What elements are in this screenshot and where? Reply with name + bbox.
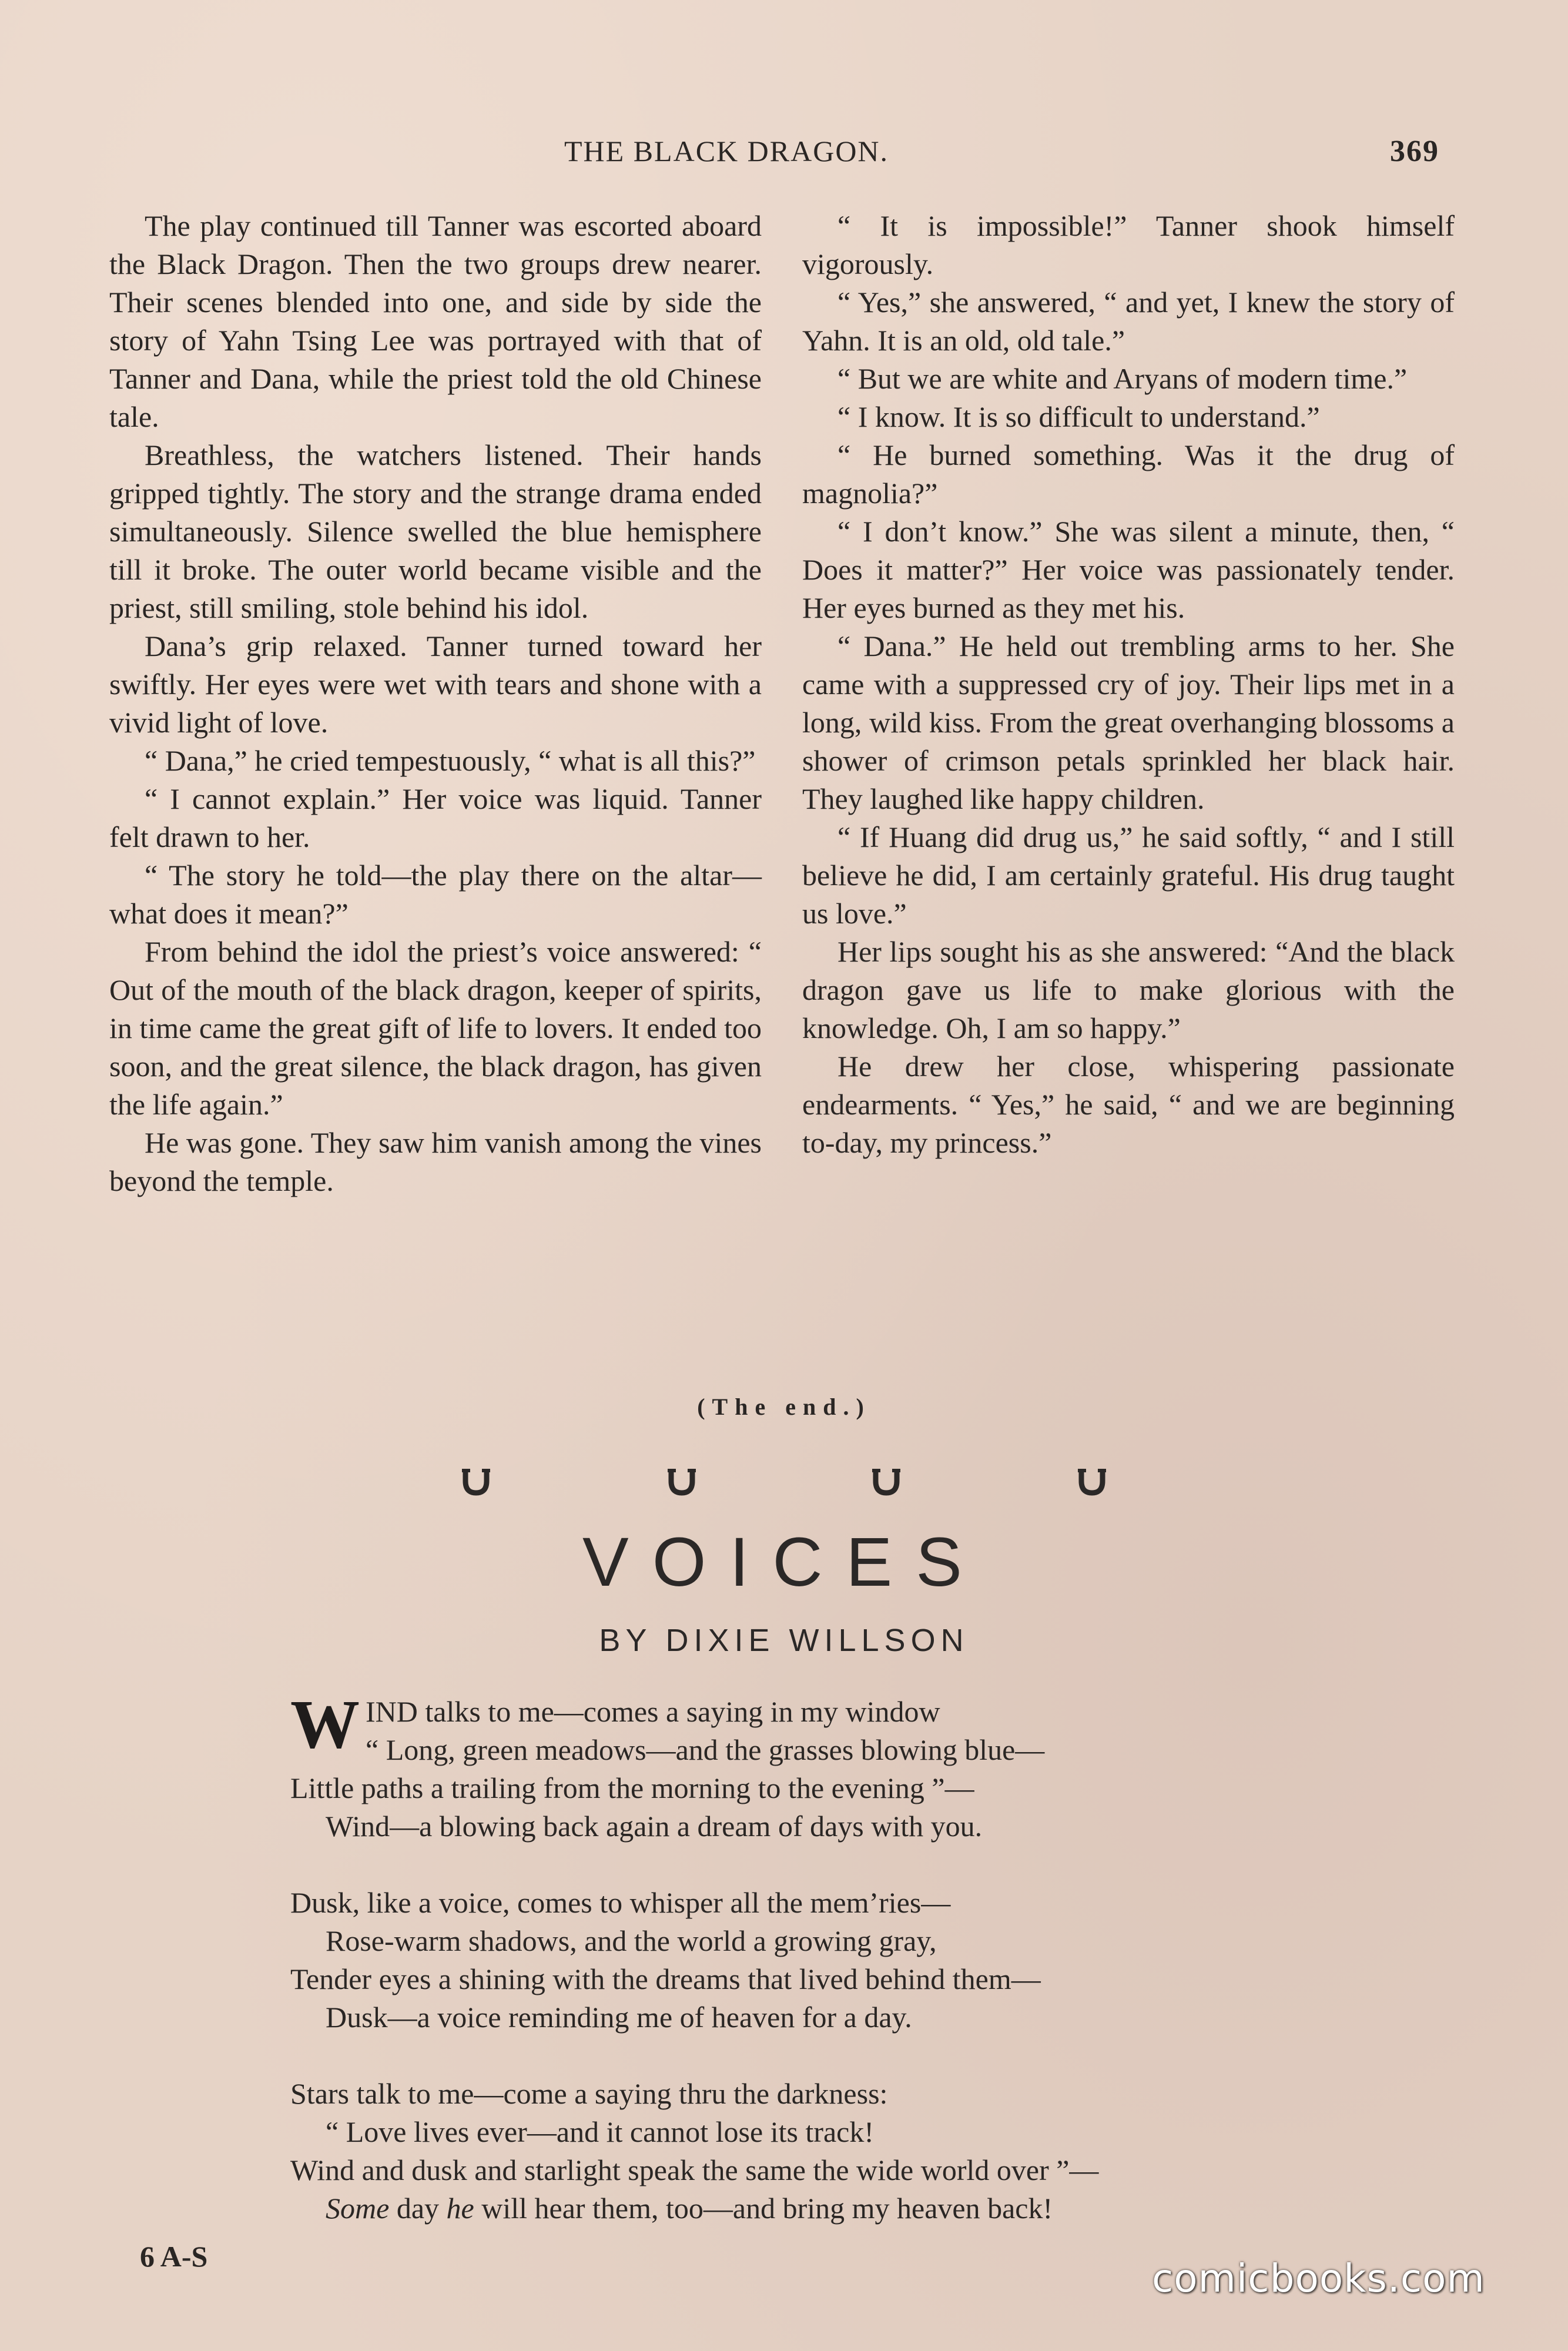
story-paragraph: “ I don’t know.” She was silent a minute, then, “ Does it matter?” Her voice was passionately tender. Her eyes burned as they met his.	[802, 515, 1455, 624]
watermark: comicbooks.com	[1152, 2256, 1485, 2301]
story-paragraph: He drew her close, whispering passionate endearments. “ Yes,” he said, “ and we are beginning to-day, my princess.”	[802, 1050, 1455, 1159]
the-end-marker: (The end.)	[697, 1394, 871, 1420]
poem-line: “ Love lives ever—and it cannot lose its track!	[326, 2115, 875, 2148]
story-paragraph: The play continued till Tanner was escorted aboard the Black Dragon. Then the two groups drew nearer. Their scenes blended into one, and side by side the story of Yahn Tsing Lee was portrayed with that of Tanner and Dana, while the priest told the old Chinese tale.	[109, 209, 762, 433]
poem-body	[290, 1686, 1407, 2266]
poem-line: Rose-warm shadows, and the world a growing gray,	[326, 1924, 937, 1957]
italic-word: he	[446, 2192, 474, 2225]
drop-cap: W	[290, 1686, 360, 1763]
story-paragraph: “ I know. It is so difficult to understand.”	[837, 400, 1320, 433]
story-paragraph: “ But we are white and Aryans of modern time.”	[837, 362, 1408, 395]
story-paragraph: Her lips sought his as she answered: “And the black dragon gave us life to make glorious with the knowledge. Oh, I am so happy.”	[802, 935, 1455, 1044]
poem-stanza	[290, 1686, 1407, 1846]
poem-line-text: day	[389, 2192, 447, 2225]
page-number: 369	[1390, 135, 1439, 168]
story-paragraph: Dana’s grip relaxed. Tanner turned toward her swiftly. Her eyes were wet with tears and shone with a vivid light of love.	[109, 629, 762, 739]
horseshoe-ornament-icon	[664, 1463, 699, 1499]
horseshoe-ornament-icon	[869, 1463, 904, 1499]
poem-line: “ Long, green meadows—and the grasses blowing blue—	[366, 1733, 1045, 1766]
story-paragraph: Breathless, the watchers listened. Their hands gripped tightly. The story and the strange drama ended simultaneously. Silence swelled the blue hemisphere till it broke. The outer world became visible and the priest, still smiling, stole behind his idol.	[109, 438, 762, 624]
horseshoe-ornament-icon	[1074, 1463, 1110, 1499]
ornament-row	[0, 1463, 1568, 1505]
poem-line: Wind and dusk and starlight speak the same the wide world over ”—	[290, 2154, 1099, 2186]
story-column-left	[109, 207, 762, 1200]
story-paragraph: “ The story he told—the play there on the altar—what does it mean?”	[109, 859, 762, 930]
poem-line: Little paths a trailing from the morning to the evening ”—	[290, 1771, 974, 1804]
signature-mark: 6 A-S	[140, 2240, 208, 2273]
poem-line: Dusk—a voice reminding me of heaven for a day.	[326, 2001, 912, 2034]
story-paragraph: “ I cannot explain.” Her voice was liquid. Tanner felt drawn to her.	[109, 782, 762, 853]
poem-stanza	[290, 2075, 1407, 2228]
horseshoe-ornament-icon	[458, 1463, 494, 1499]
poem-byline: BY DIXIE WILLSON	[599, 1623, 969, 1658]
poem-line: Wind—a blowing back again a dream of days with you.	[326, 1810, 983, 1843]
story-paragraph: “ If Huang did drug us,” he said softly, “ and I still believe he did, I am certainly grateful. His drug taught us love.”	[802, 820, 1455, 930]
poem-line: Stars talk to me—come a saying thru the darkness:	[290, 2077, 888, 2110]
running-head	[0, 134, 1568, 172]
story-paragraph: “ It is impossible!” Tanner shook himself vigorously.	[802, 209, 1455, 280]
poem-line-text: talks to me—comes a saying in my window	[417, 1695, 940, 1728]
story-paragraph: From behind the idol the priest’s voice answered: “ Out of the mouth of the black dragon, keeper of spirits, in time came the great gift of life to lovers. It ended too soon, and the great silence, the black dragon, has given the life again.”	[109, 935, 762, 1121]
poem-line-text: will hear them, too—and bring my heaven back!	[474, 2192, 1053, 2225]
story-paragraph: “ Dana,” he cried tempestuously, “ what is all this?”	[145, 744, 756, 777]
story-column-right	[802, 207, 1455, 1162]
story-paragraph: He was gone. They saw him vanish among the vines beyond the temple.	[109, 1126, 762, 1197]
running-title: THE BLACK DRAGON.	[564, 135, 889, 168]
story-paragraph: “ He burned something. Was it the drug of magnolia?”	[802, 438, 1455, 510]
poem-title: VOICES	[582, 1523, 986, 1601]
italic-word: Some	[326, 2192, 390, 2225]
poem-stanza	[290, 1884, 1407, 2037]
story-paragraph: “ Dana.” He held out trembling arms to her. She came with a suppressed cry of joy. Their lips met in a long, wild kiss. From the great overhanging blossoms a shower of crimson petals sprinkled her black hair. They laughed like happy children.	[802, 629, 1455, 815]
story-paragraph: “ Yes,” she answered, “ and yet, I knew the story of Yahn. It is an old, old tale.”	[802, 286, 1455, 357]
poem-line	[290, 2189, 1407, 2228]
poem-line: Dusk, like a voice, comes to whisper all the mem’ries—	[290, 1886, 951, 1919]
poem-line: Tender eyes a shining with the dreams that lived behind them—	[290, 1962, 1041, 1995]
first-word-rest: IND	[366, 1695, 418, 1728]
